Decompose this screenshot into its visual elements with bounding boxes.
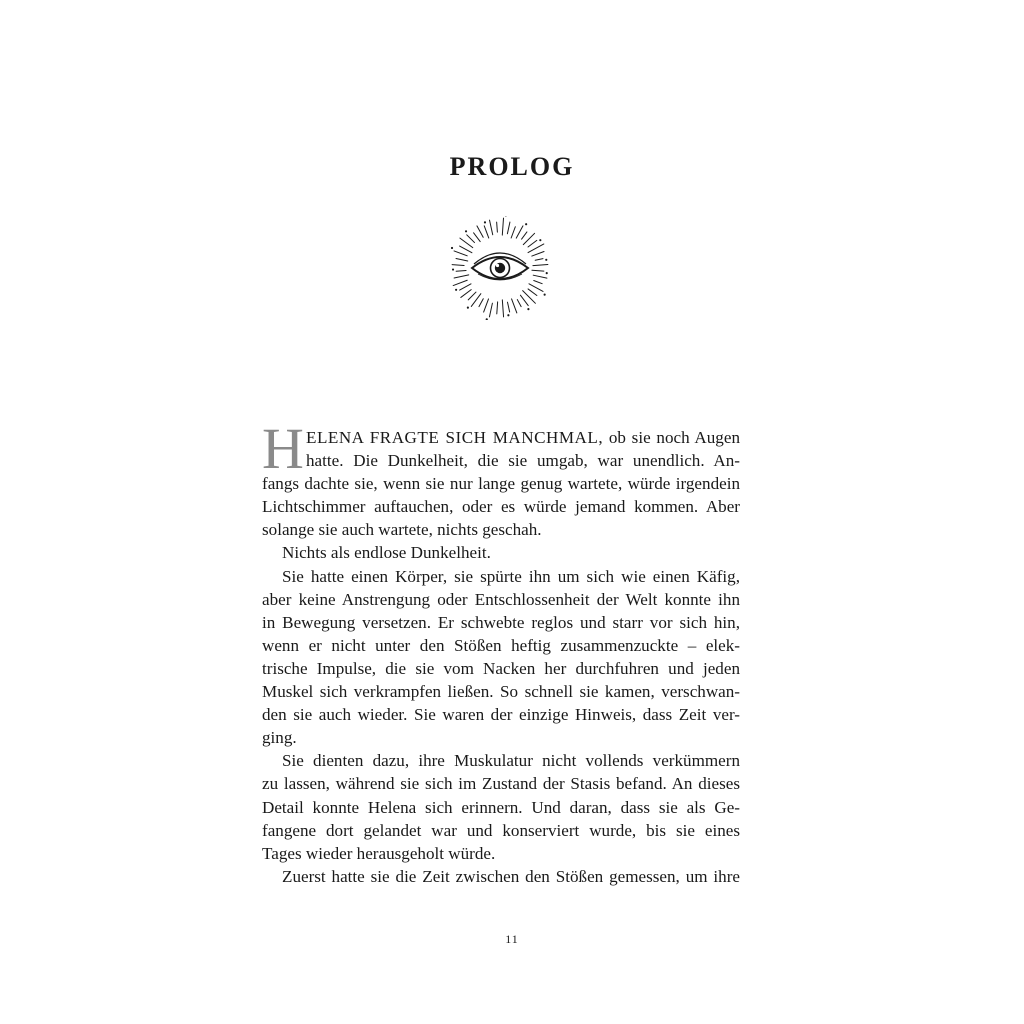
- text-line: Nichts als endlose Dunkelheit.: [282, 543, 491, 563]
- ornament-ray: [502, 218, 503, 235]
- ornament-ray: [489, 303, 492, 317]
- ornament-ray: [533, 265, 548, 266]
- ornament-ray: [532, 270, 544, 271]
- text-line: [262, 426, 740, 449]
- ornament-ray: [507, 302, 509, 312]
- ornament-ray: [534, 281, 542, 284]
- ornament-dot: [451, 247, 452, 248]
- opening-smallcaps: ELENA FRAGTE SICH MANCHMAL,: [306, 428, 604, 447]
- ornament-ray: [453, 280, 467, 285]
- text-line: Muskel sich verkrampfen ließen. So schnell sie kamen, verschwan-: [262, 682, 740, 702]
- ornament-dot: [465, 231, 466, 232]
- ornament-dot: [467, 307, 468, 308]
- ornament-ray: [511, 227, 515, 238]
- radiant-eye-icon: [448, 216, 552, 320]
- ornament-ray: [456, 270, 466, 271]
- ornament-ray: [532, 252, 544, 257]
- ornament-ray: [484, 226, 489, 238]
- drop-cap: H: [262, 416, 304, 481]
- ornament-ray: [467, 235, 475, 243]
- text-line: hatte. Die Dunkelheit, die sie umgab, war unendlich. An-: [306, 451, 740, 471]
- ornament-dot: [540, 240, 541, 241]
- ornament-ray: [461, 290, 471, 298]
- ornament-dot: [486, 319, 487, 320]
- ornament-ray: [460, 284, 471, 290]
- ornament-ray: [520, 295, 528, 305]
- text-line: solange sie auch wartete, nichts geschah.: [262, 520, 542, 540]
- ornament-dot: [546, 273, 547, 274]
- ornament-ray: [517, 300, 521, 307]
- text-line: in Bewegung versetzen. Er schwebte reglos und starr vor sich hin,: [262, 612, 740, 632]
- chapter-title: PROLOG: [449, 152, 575, 181]
- ornament-ray: [474, 233, 481, 242]
- text-line: Tages wieder herausgeholt würde.: [262, 843, 496, 863]
- ornament-ray: [528, 240, 537, 247]
- ornament-dot: [544, 294, 545, 295]
- text-line: Zuerst hatte sie die Zeit zwischen den Stößen gemessen, um ihre: [282, 866, 740, 886]
- ornament-ray: [529, 284, 543, 292]
- chapter-body: [262, 416, 740, 888]
- ornament-ray: [533, 275, 547, 278]
- ornament-ray: [468, 292, 476, 300]
- text-line: fangene dort gelandet war und konserviert wurde, bis sie eines: [262, 820, 740, 840]
- text-line: Detail konnte Helena sich erinnern. Und daran, dass sie als Ge-: [262, 797, 740, 817]
- text-line: trische Impulse, die sie vom Nacken her durchfuhren und jeden: [262, 658, 740, 678]
- text-line: Sie dienten dazu, ihre Muskulatur nicht vollends verkümmern: [282, 751, 740, 771]
- ornament-ray: [497, 222, 498, 232]
- text-line: ging.: [262, 728, 297, 748]
- ornament-ray: [460, 246, 472, 253]
- ornament-ray: [479, 299, 483, 307]
- ornament-ray: [522, 232, 527, 239]
- text-line: den sie auch wieder. Sie waren der einzige Hinweis, dass Zeit ver-: [262, 705, 740, 725]
- ornament-ray: [477, 226, 483, 237]
- page-number: 11: [505, 932, 519, 946]
- text-line-content: ob sie noch Augen: [603, 428, 740, 447]
- text-line: zu lassen, während sie sich im Zustand der Stasis befand. An dieses: [262, 774, 740, 794]
- text-line: aber keine Anstrengung oder Entschlossenheit der Welt konnte ihn: [262, 589, 740, 609]
- ornament-ray: [456, 259, 468, 262]
- ornament-ray: [497, 302, 498, 314]
- ornament-ray: [484, 299, 489, 312]
- ornament-ray: [516, 226, 523, 238]
- ornament-ray: [535, 259, 543, 261]
- text-line: fangs dachte sie, wenn sie nur lange genug wartete, würde irgendein: [262, 474, 740, 494]
- ornament-dot: [546, 259, 547, 260]
- ornament-dot: [526, 224, 527, 225]
- ornament-ray: [490, 220, 493, 235]
- ornament-ray: [528, 289, 537, 296]
- ornament-ray: [512, 299, 517, 313]
- ornament-dot: [456, 289, 457, 290]
- text-line: wenn er nicht unter den Stößen heftig zusammenzuckte – elek-: [262, 635, 740, 655]
- ornament-dot: [508, 315, 509, 316]
- ornament-ray: [454, 251, 467, 256]
- ornament-dot: [528, 309, 529, 310]
- ornament-ray: [502, 300, 503, 317]
- text-line: Sie hatte einen Körper, sie spürte ihn um sich wie einen Käfig,: [282, 566, 740, 586]
- ornament-dot: [452, 269, 453, 270]
- ornament-ray: [452, 265, 464, 266]
- ornament-ray: [454, 275, 469, 278]
- ornament-dot: [484, 222, 485, 223]
- ornament-ray: [507, 222, 510, 234]
- text-line: Lichtschimmer auftauchen, oder es würde jemand kommen. Aber: [262, 497, 740, 517]
